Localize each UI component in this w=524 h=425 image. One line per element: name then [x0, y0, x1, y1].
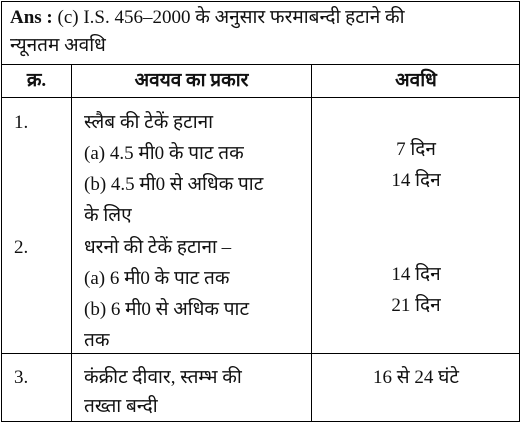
- header-member-type: अवयव का प्रकार: [134, 70, 249, 91]
- row-divider-rule: [1, 353, 520, 354]
- answer-line-2: न्यूनतम अवधि: [10, 35, 106, 56]
- row-2-member-line: (b) 6 मी0 से अधिक पाट: [84, 299, 250, 320]
- answer-line-1: [10, 6, 405, 30]
- row-1-period: 14 दिन: [391, 170, 441, 191]
- row-2-period: 14 दिन: [391, 264, 441, 285]
- row-3-member-line: तख्ता बन्दी: [84, 396, 158, 417]
- header-top-rule: [1, 64, 520, 65]
- row-1-member-line: (b) 4.5 मी0 से अधिक पाट: [84, 174, 264, 195]
- row-1-period: 7 दिन: [396, 139, 436, 160]
- row-2-period: 21 दिन: [391, 295, 441, 316]
- row-3-sno: 3.: [14, 367, 29, 388]
- answer-prefix: Ans :: [10, 7, 53, 28]
- row-3-period: 16 से 24 घंटे: [373, 367, 459, 388]
- row-1-member-line: स्लैब की टेकें हटाना: [84, 112, 214, 133]
- row-2-member-line: धरनो की टेकें हटाना –: [84, 237, 232, 258]
- header-period: अवधि: [395, 70, 437, 91]
- header-bottom-rule: [1, 97, 520, 98]
- row-2-member-line: (a) 6 मी0 के पाट तक: [84, 268, 230, 289]
- row-3-member-line: कंक्रीट दीवार, स्तम्भ की: [84, 367, 242, 388]
- row-1-member-line: के लिए: [84, 205, 132, 226]
- row-1-member-line: (a) 4.5 मी0 के पाट तक: [84, 143, 244, 164]
- row-1-sno: 1.: [14, 112, 29, 133]
- answer-text: (c) I.S. 456–2000 के अनुसार फरमाबन्दी हटाने की: [57, 7, 405, 28]
- column-divider-1: [71, 64, 72, 421]
- row-2-sno: 2.: [14, 237, 29, 258]
- row-2-member-line: तक: [84, 330, 110, 351]
- header-sno: क्र.: [26, 70, 47, 91]
